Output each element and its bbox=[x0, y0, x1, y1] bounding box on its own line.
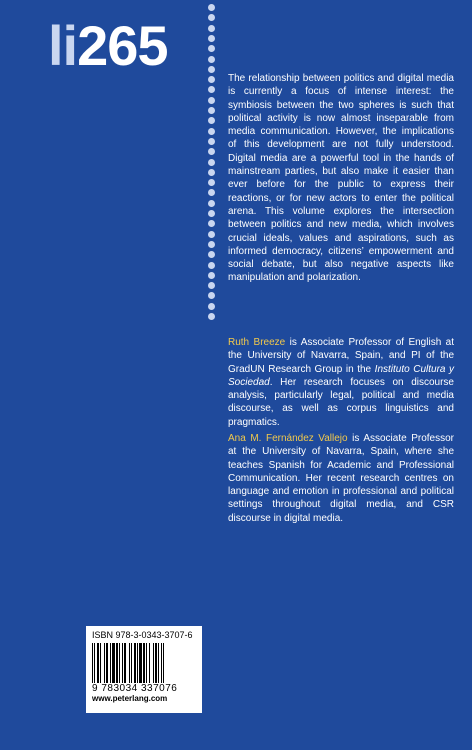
publisher-url: www.peterlang.com bbox=[92, 694, 168, 703]
decorative-dot bbox=[208, 303, 215, 310]
decorative-dot bbox=[208, 241, 215, 248]
decorative-dot bbox=[208, 4, 215, 11]
decorative-dot bbox=[208, 35, 215, 42]
decorative-dot bbox=[208, 56, 215, 63]
dotted-line-decoration bbox=[206, 4, 218, 324]
author-bio-1 bbox=[228, 336, 454, 429]
author-name-2: Ana M. Fernández Vallejo bbox=[228, 433, 348, 444]
decorative-dot bbox=[208, 117, 215, 124]
decorative-dot bbox=[208, 313, 215, 320]
decorative-dot bbox=[208, 200, 215, 207]
author-bio-1-text-a: is Associate Professor of English at the University of Navarra, Spain, and PI of the GradUN Research Group in the bbox=[228, 337, 455, 375]
decorative-dot bbox=[208, 76, 215, 83]
decorative-dot bbox=[208, 86, 215, 93]
decorative-dot bbox=[208, 25, 215, 32]
decorative-dot bbox=[208, 210, 215, 217]
decorative-dot bbox=[208, 107, 215, 114]
decorative-dot bbox=[208, 272, 215, 279]
series-logo bbox=[48, 14, 168, 77]
back-cover-blurb: The relationship between politics and digital media is currently a focus of intense interest: the symbiosis between the two spheres is such that political activity is now almost inseparable from media communication. However, the implications of this development are not fully understood. Digital media are a powerful tool in the hands of mainstream parties, but also make it easier than ever before for the public to express their reactions, or for new actors to enter the political arena. This volume explores the intersection between politics and new media, which involves crucial ideals, values and aspirations, such as informed democracy, citizens’ empowerment and social debate, but also negative aspects like manipulation and polarization. bbox=[228, 73, 454, 284]
decorative-dot bbox=[208, 159, 215, 166]
decorative-dot bbox=[208, 148, 215, 155]
decorative-dot bbox=[208, 66, 215, 73]
decorative-dot bbox=[208, 251, 215, 258]
decorative-dot bbox=[208, 189, 215, 196]
decorative-dot bbox=[208, 292, 215, 299]
author-bio-2 bbox=[228, 432, 454, 525]
barcode-digits: 9 783034 337076 bbox=[92, 683, 178, 694]
decorative-dot bbox=[208, 128, 215, 135]
author-bio-2-text: is Associate Professor at the University of Navarra, Spain, where she teaches Spanish for Academic and Professional Communication. Her recent research centres on language and emotion in professional and political settings throughout digital media, and CSR discourse in digital media. bbox=[228, 433, 455, 524]
series-number: 265 bbox=[77, 14, 168, 77]
decorative-dot bbox=[208, 14, 215, 21]
author-bio-1-institute: Instituto Cultura y Sociedad bbox=[228, 363, 455, 388]
decorative-dot bbox=[208, 262, 215, 269]
decorative-dot bbox=[208, 231, 215, 238]
barcode-box bbox=[86, 626, 202, 713]
decorative-dot bbox=[208, 179, 215, 186]
barcode-bar bbox=[163, 643, 164, 683]
isbn-label: ISBN 978-3-0343-3707-6 bbox=[92, 630, 193, 640]
series-prefix: li bbox=[48, 14, 78, 77]
barcode-bars bbox=[92, 643, 196, 683]
decorative-dot bbox=[208, 138, 215, 145]
decorative-dot bbox=[208, 169, 215, 176]
author-name-1: Ruth Breeze bbox=[228, 337, 286, 348]
author-bio-1-text-b: . Her research focuses on discourse analysis, particularly legal, political and media discourse, as well as corpus linguistics and pragmatics. bbox=[228, 376, 454, 428]
decorative-dot bbox=[208, 282, 215, 289]
decorative-dot bbox=[208, 220, 215, 227]
decorative-dot bbox=[208, 45, 215, 52]
decorative-dot bbox=[208, 97, 215, 104]
